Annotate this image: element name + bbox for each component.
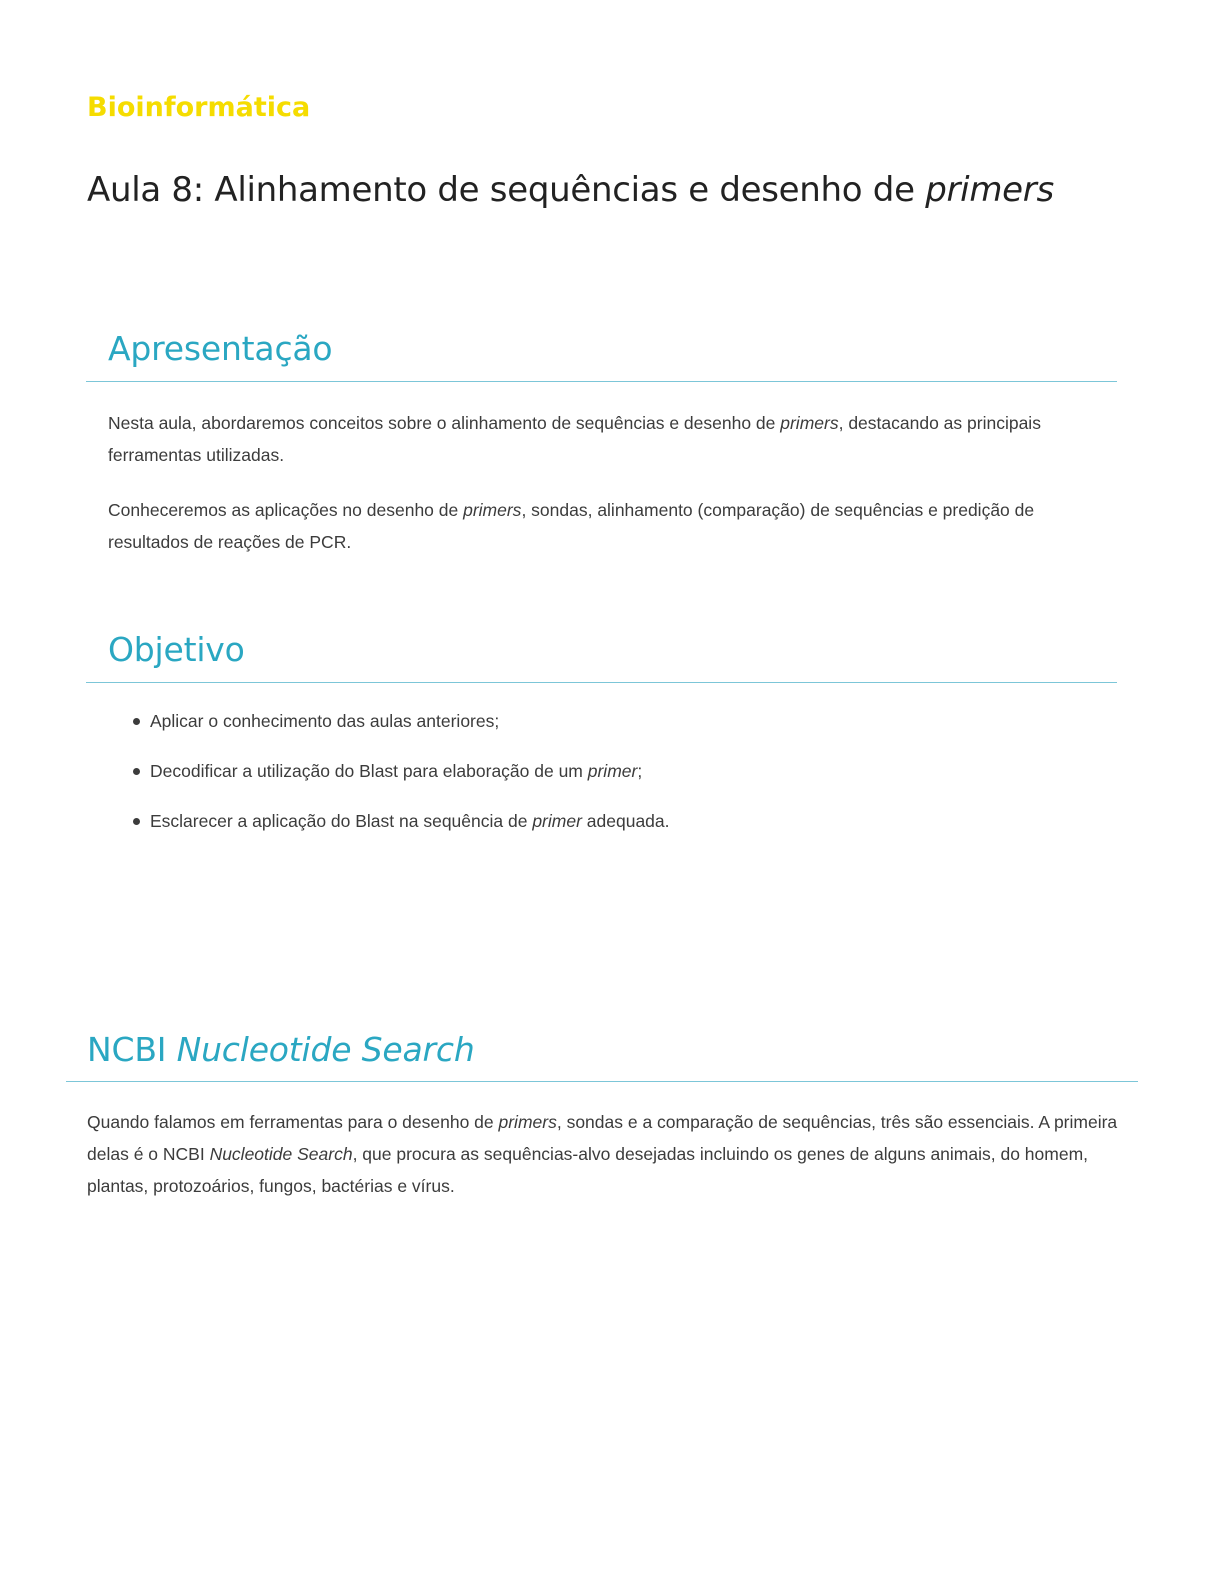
- objectives-list: [130, 707, 670, 857]
- heading-text-italic: Nucleotide Search: [176, 1030, 475, 1069]
- text-run-italic: primers: [780, 413, 839, 433]
- text-run-italic: primer: [587, 761, 638, 781]
- text-run: Nesta aula, abordaremos conceitos sobre o alinhamento de sequências e desenho de: [108, 413, 781, 433]
- paragraph-apresentacao-1: [108, 407, 1098, 471]
- lesson-title-italic: primers: [925, 170, 1054, 210]
- section-divider-ncbi: [66, 1081, 1138, 1082]
- heading-text: NCBI: [87, 1030, 177, 1069]
- section-heading-objetivo: Objetivo: [108, 630, 245, 669]
- list-item: [130, 807, 670, 857]
- text-run: , sondas, alinhamento (comparação) de sequências e predição de resultados de reações de PCR.: [108, 500, 1035, 552]
- text-run: Esclarecer a aplicação do Blast na sequência de: [150, 811, 533, 831]
- section-heading-apresentacao: Apresentação: [108, 329, 333, 368]
- lesson-title-text: Aula 8: Alinhamento de sequências e desenho de: [87, 170, 926, 210]
- paragraph-apresentacao-2: [108, 494, 1098, 558]
- text-run: Quando falamos em ferramentas para o desenho de: [87, 1112, 499, 1132]
- section-heading-ncbi: [87, 1030, 475, 1069]
- text-run: , destacando as principais ferramentas utilizadas.: [108, 413, 1041, 465]
- text-run: Aplicar o conhecimento das aulas anteriores;: [150, 711, 500, 731]
- paragraph-ncbi-1: [87, 1106, 1122, 1202]
- text-run: Decodificar a utilização do Blast para elaboração de um: [150, 761, 588, 781]
- text-run-italic: primers: [498, 1112, 557, 1132]
- text-run: Conheceremos as aplicações no desenho de: [108, 500, 464, 520]
- lesson-title: [87, 170, 1054, 210]
- list-item: [130, 757, 670, 807]
- course-title: Bioinformática: [87, 92, 311, 123]
- text-run: adequada.: [581, 811, 670, 831]
- text-run: ;: [637, 761, 643, 781]
- list-item: [130, 707, 670, 757]
- section-divider-apresentacao: [86, 381, 1117, 382]
- text-run-italic: Nucleotide Search: [209, 1144, 353, 1164]
- text-run-italic: primer: [532, 811, 582, 831]
- text-run-italic: primers: [463, 500, 522, 520]
- text-run: , sondas e a comparação de sequências, três são essenciais. A primeira delas é o NCBI: [87, 1112, 1118, 1164]
- text-run: , que procura as sequências-alvo desejadas incluindo os genes de alguns animais, do homem, plantas, protozoários, fungos, bactérias e vírus.: [87, 1144, 1089, 1196]
- section-divider-objetivo: [86, 682, 1117, 683]
